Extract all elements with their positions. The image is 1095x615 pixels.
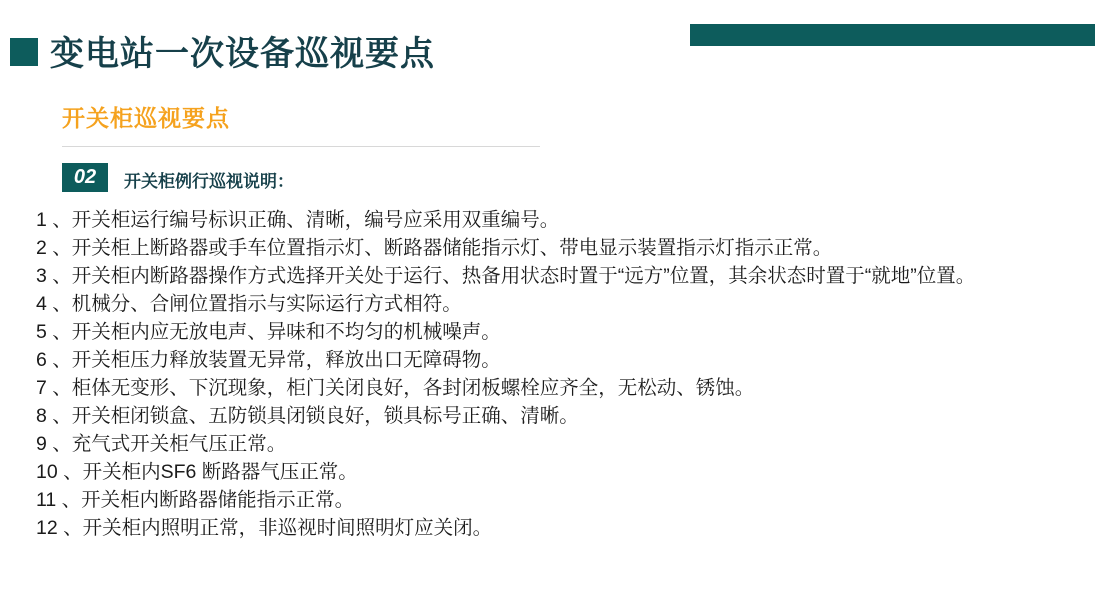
list-item: 10 、开关柜内SF6 断路器气压正常。 bbox=[36, 461, 358, 483]
header-accent-square bbox=[10, 38, 38, 66]
section-heading: 开关柜例行巡视说明： bbox=[124, 172, 294, 191]
list-item: 6 、开关柜压力释放装置无异常，释放出口无障碍物。 bbox=[36, 349, 501, 371]
list-item: 3 、开关柜内断路器操作方式选择开关处于运行、热备用状态时置于“远方”位置，其余状态时置于“就地”位置。 bbox=[36, 265, 976, 287]
list-item: 9 、充气式开关柜气压正常。 bbox=[36, 433, 287, 455]
list-item: 7 、柜体无变形、下沉现象，柜门关闭良好，各封闭板螺栓应齐全，无松动、锈蚀。 bbox=[36, 377, 755, 399]
inspection-point-list bbox=[36, 207, 1066, 543]
header-accent-bar bbox=[690, 24, 1095, 46]
list-item: 4 、机械分、合闸位置指示与实际运行方式相符。 bbox=[36, 293, 462, 315]
section-number-badge: 02 bbox=[62, 163, 108, 192]
list-item: 2 、开关柜上断路器或手车位置指示灯、断路器储能指示灯、带电显示装置指示灯指示正常。 bbox=[36, 237, 833, 259]
list-item: 12 、开关柜内照明正常，非巡视时间照明灯应关闭。 bbox=[36, 517, 493, 539]
page-title: 变电站一次设备巡视要点 bbox=[50, 35, 435, 73]
subtitle-divider bbox=[62, 146, 540, 147]
list-item: 5 、开关柜内应无放电声、异味和不均匀的机械噪声。 bbox=[36, 321, 501, 343]
list-item: 11 、开关柜内断路器储能指示正常。 bbox=[36, 489, 355, 511]
list-item: 8 、开关柜闭锁盒、五防锁具闭锁良好，锁具标号正确、清晰。 bbox=[36, 405, 579, 427]
list-item: 1 、开关柜运行编号标识正确、清晰，编号应采用双重编号。 bbox=[36, 209, 560, 231]
section-subtitle: 开关柜巡视要点 bbox=[62, 105, 230, 131]
